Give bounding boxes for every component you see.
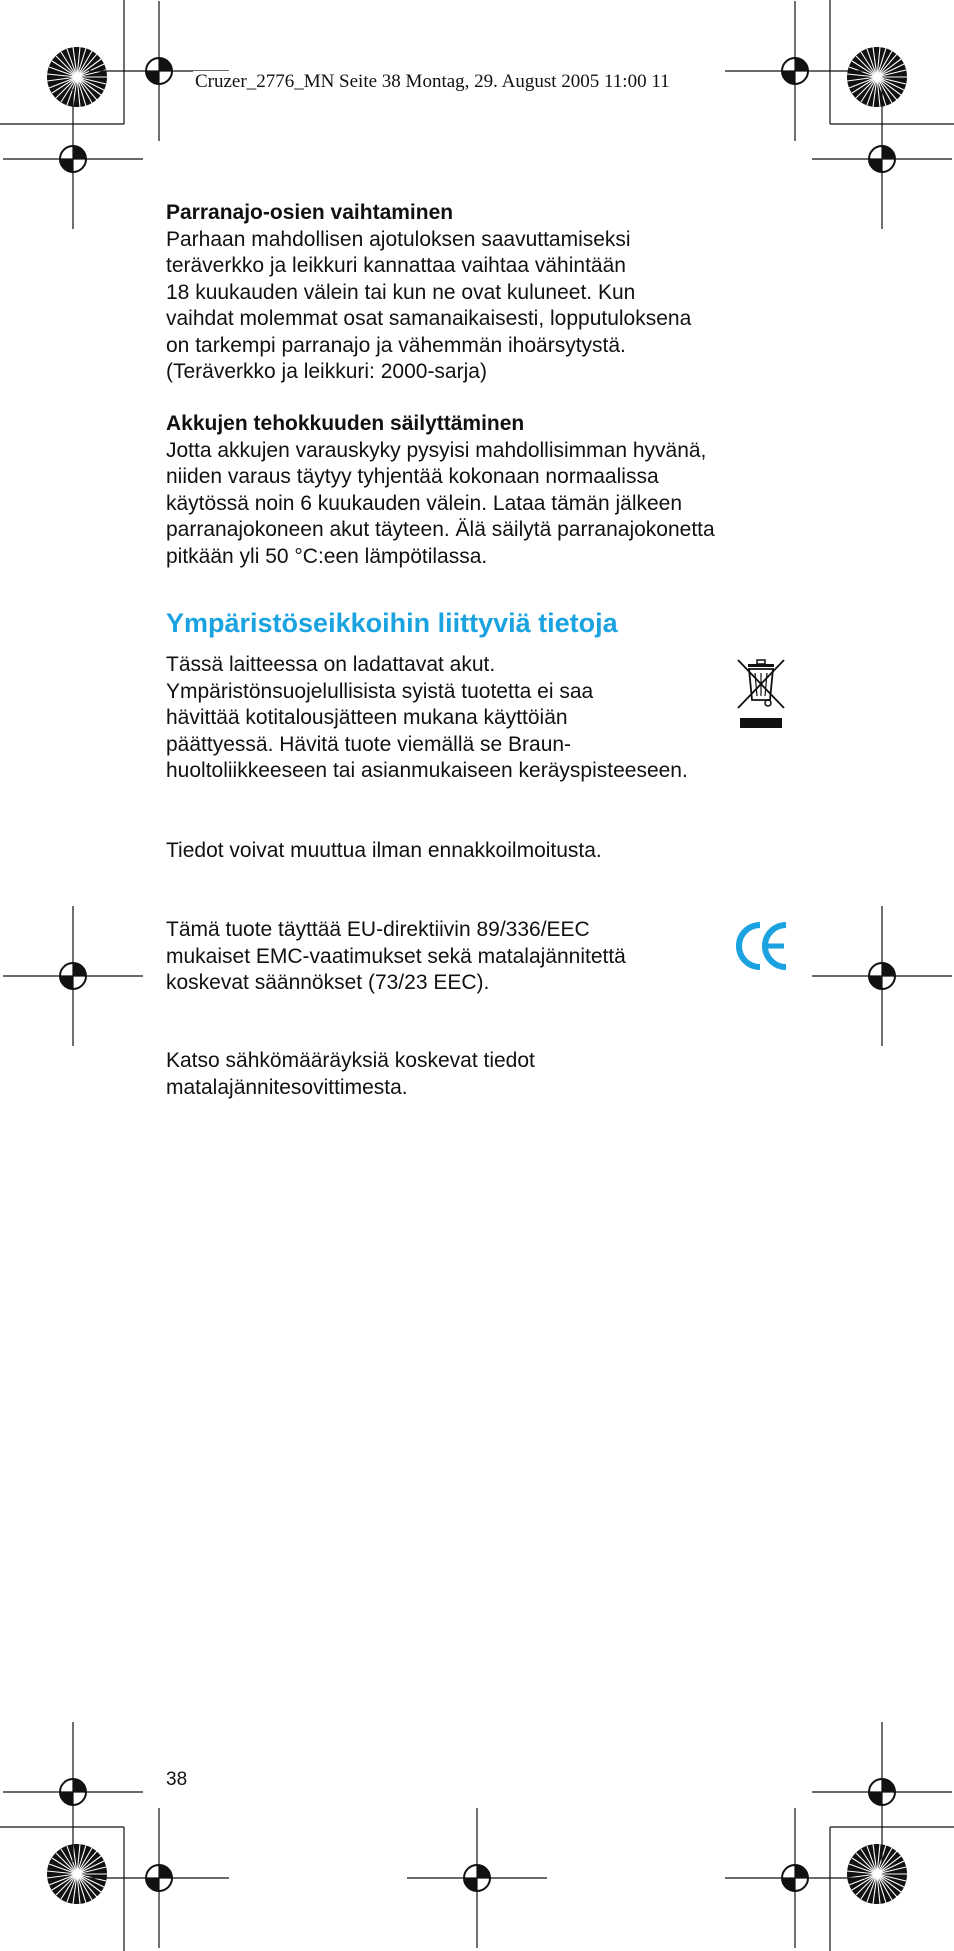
text-line: Tämä tuote täyttää EU-direktiivin 89/336/EEC — [166, 918, 590, 941]
section-heading: Akkujen tehokkuuden säilyttäminen — [166, 412, 525, 435]
print-header: Cruzer_2776_MN Seite 38 Montag, 29. August 2005 11:00 11 — [195, 71, 670, 92]
text-line: Ympäristönsuojelullisista syistä tuotetta ei saa — [166, 679, 594, 703]
text-line: päättyessä. Hävitä tuote viemällä se Braun- — [166, 732, 572, 756]
notice-text — [166, 838, 806, 865]
text-line: on tarkempi parranajo ja vähemmän ihoärsytystä. — [166, 333, 626, 357]
page-number: 38 — [166, 1769, 188, 1790]
text-line: mukaiset EMC-vaatimukset sekä matalajännitettä — [166, 944, 626, 968]
section-battery-maintenance — [166, 411, 806, 570]
text-line: niiden varaus täytyy tyhjentää kokonaan normaalissa — [166, 465, 659, 488]
text-line: vaihdat molemmat osat samanaikaisesti, lopputuloksena — [166, 307, 692, 330]
text-line: Jotta akkujen varauskyky pysyisi mahdollisimman hyvänä, — [166, 438, 707, 462]
crossed-wheelie-bin-icon — [736, 658, 788, 732]
text-line: teräverkko ja leikkuri kannattaa vaihtaa vähintään — [166, 254, 626, 277]
text-line: Parhaan mahdollisen ajotuloksen saavuttamiseksi — [166, 227, 631, 251]
text-line: pitkään yli 50 °C:een lämpötilassa. — [166, 544, 488, 568]
text-line: 18 kuukauden välein tai kun ne ovat kuluneet. Kun — [166, 280, 636, 304]
environment-text — [166, 652, 806, 785]
eu-directive-text — [166, 917, 806, 997]
text-line: Katso sähkömääräyksiä koskevat tiedot — [166, 1049, 535, 1072]
text-line: käytössä noin 6 kuukauden välein. Lataa tämän jälkeen — [166, 491, 683, 515]
text-line: parranajokoneen akut täyteen. Älä säilytä parranajokonetta — [166, 518, 715, 541]
text-line: (Teräverkko ja leikkuri: 2000-sarja) — [166, 360, 487, 383]
text-line: hävittää kotitalousjätteen mukana käyttöiän — [166, 706, 568, 729]
electrical-info-text — [166, 1048, 806, 1101]
text-line: matalajännitesovittimesta. — [166, 1075, 408, 1099]
section-heading: Parranajo-osien vaihtaminen — [166, 201, 454, 224]
text-line: Tässä laitteessa on ladattavat akut. — [166, 653, 496, 676]
text-line: koskevat säännökset (73/23 EEC). — [166, 971, 490, 994]
text-line: Tiedot voivat muuttua ilman ennakkoilmoitusta. — [166, 839, 602, 862]
text-line: huoltoliikkeeseen tai asianmukaiseen keräyspisteeseen. — [166, 759, 688, 782]
ce-mark-icon — [734, 920, 790, 972]
section-blade-replacement — [166, 200, 806, 386]
environment-title: Ympäristöseikkoihin liittyviä tietoja — [166, 608, 618, 638]
